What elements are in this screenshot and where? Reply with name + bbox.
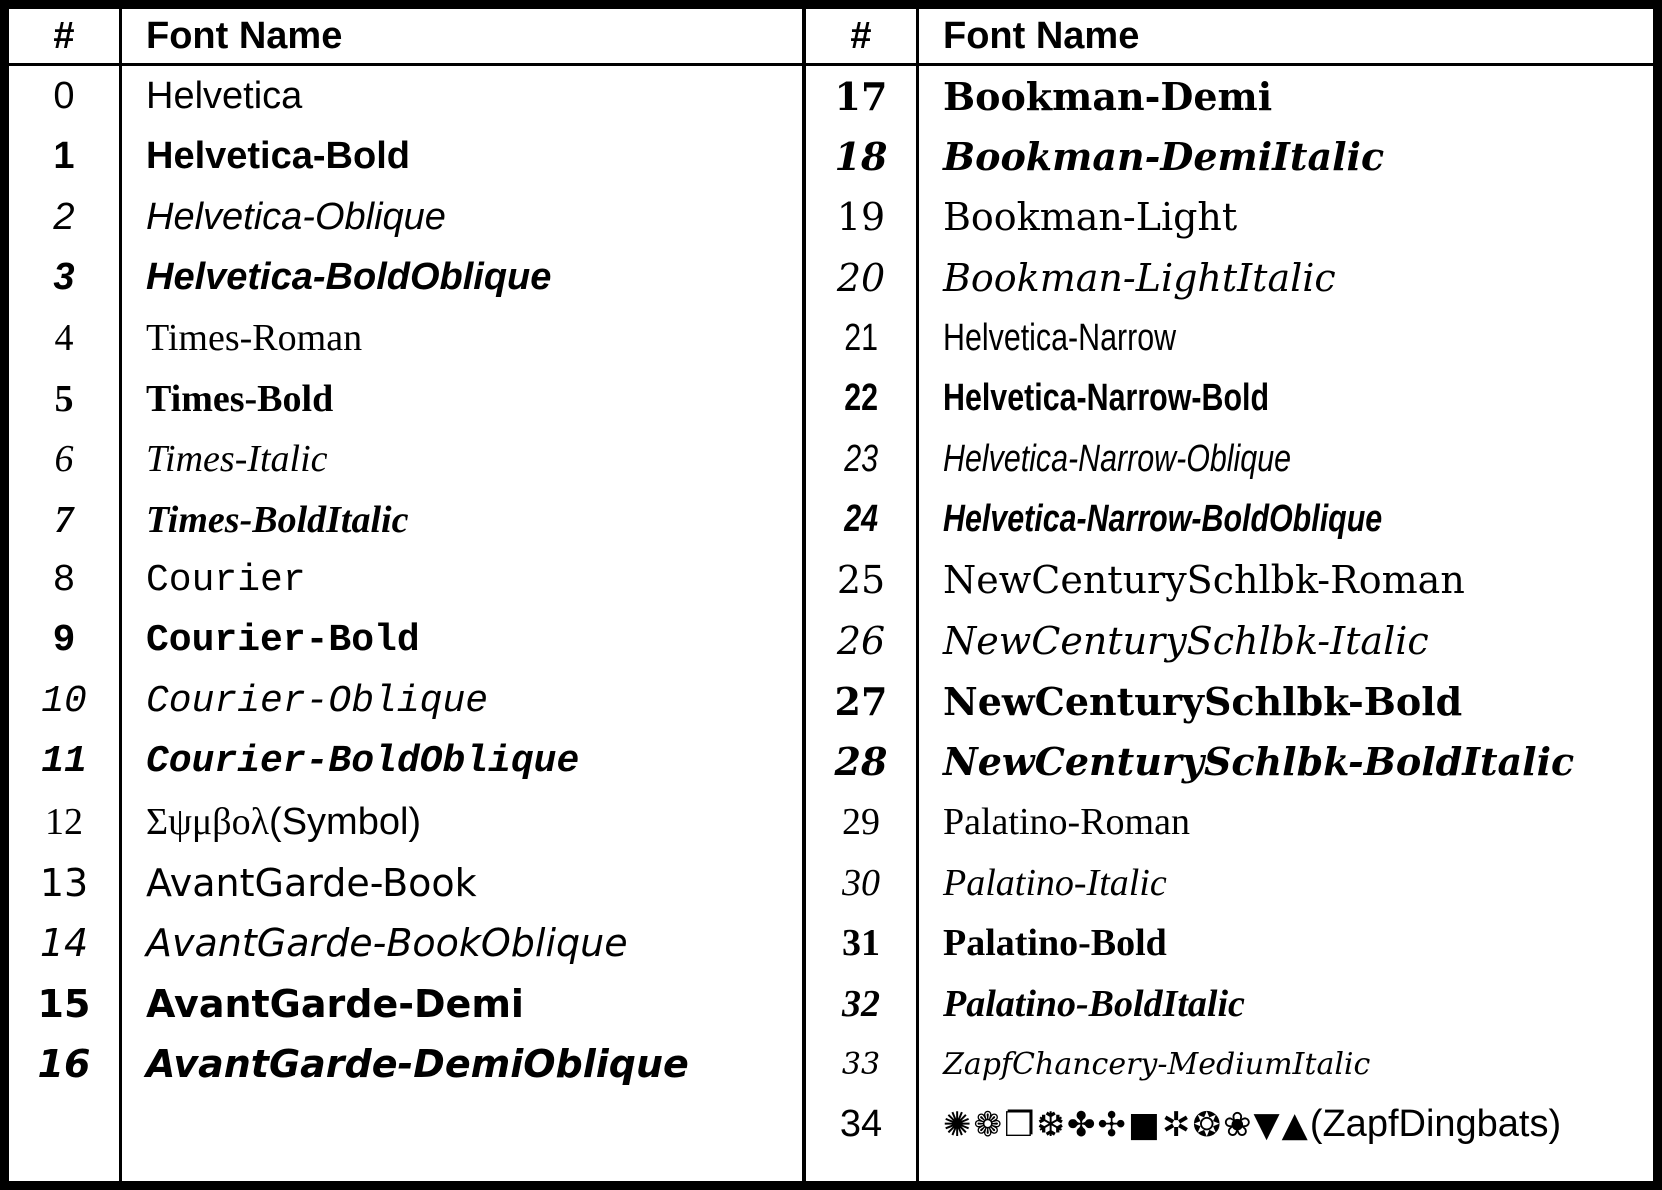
font-number: 22	[844, 377, 878, 420]
table-row	[9, 974, 802, 1035]
font-number: 34	[839, 1103, 883, 1146]
font-number: 20	[836, 255, 886, 300]
font-number: 6	[54, 438, 74, 481]
font-name-cell: NewCenturySchlbk-BoldItalic	[943, 739, 1575, 785]
font-number: 12	[45, 801, 83, 844]
font-number: 2	[53, 195, 75, 238]
table-row	[806, 308, 1653, 369]
table-row	[9, 248, 802, 309]
font-name-cell: NewCenturySchlbk-Bold	[943, 678, 1463, 724]
font-name-cell: ZapfChancery-MediumItalic	[943, 1046, 1371, 1082]
font-name-cell: Palatino-BoldItalic	[943, 982, 1245, 1025]
table-row	[9, 671, 802, 732]
table-row	[806, 187, 1653, 248]
font-name-cell: Times-Italic	[146, 438, 328, 481]
font-number: 14	[39, 921, 89, 966]
font-number: 28	[834, 739, 888, 785]
table-row	[806, 369, 1653, 430]
font-number: 18	[834, 134, 888, 180]
font-number: 30	[842, 861, 880, 904]
rows-right	[806, 66, 1653, 1155]
font-name-suffix: (ZapfDingbats)	[1309, 1103, 1562, 1146]
table-row	[806, 429, 1653, 490]
table-row	[806, 732, 1653, 793]
font-number: 32	[842, 982, 880, 1025]
font-name-cell: Times-BoldItalic	[146, 498, 409, 541]
font-number: 0	[53, 74, 75, 117]
font-name-cell: Times-Roman	[146, 317, 363, 360]
font-name-cell: AvantGarde-Book	[146, 860, 477, 905]
table-header	[806, 9, 1653, 66]
font-name-cell: Helvetica-Bold	[146, 135, 410, 178]
table-row	[806, 127, 1653, 188]
font-name-cell: Bookman-Light	[943, 195, 1238, 240]
font-name-cell: Helvetica-Narrow	[943, 316, 1177, 359]
table-row	[806, 550, 1653, 611]
table-row	[806, 490, 1653, 551]
font-name-cell: Courier-BoldOblique	[146, 740, 580, 784]
font-number: 17	[834, 73, 888, 119]
column-divider	[916, 9, 919, 1181]
font-name-cell: Courier	[146, 558, 306, 602]
table-row	[806, 1034, 1653, 1095]
font-number: 8	[52, 558, 76, 602]
font-name-cell: Helvetica	[146, 74, 303, 117]
font-number: 31	[842, 922, 880, 965]
font-number: 13	[39, 860, 89, 905]
font-name-cell: Σψμβολ (Symbol)	[146, 800, 422, 844]
font-name-cell: NewCenturySchlbk-Italic	[943, 618, 1429, 663]
font-name-cell: Bookman-Demi	[943, 73, 1273, 119]
table-row	[9, 853, 802, 914]
table-row	[9, 429, 802, 490]
font-number: 21	[844, 316, 878, 359]
font-name-cell: AvantGarde-BookOblique	[146, 921, 628, 966]
font-number: 25	[836, 558, 886, 603]
column-header-number: #	[53, 14, 75, 57]
column-divider	[119, 9, 122, 1181]
font-number: 27	[834, 678, 888, 724]
font-name-cell: Times-Bold	[146, 377, 334, 420]
table-row	[9, 490, 802, 551]
font-number: 15	[37, 981, 91, 1026]
font-name-cell: Bookman-DemiItalic	[943, 134, 1385, 180]
font-name-cell: NewCenturySchlbk-Roman	[943, 558, 1465, 603]
font-name-cell: Helvetica-Oblique	[146, 195, 446, 238]
font-name-cell: Bookman-LightItalic	[943, 255, 1336, 300]
table-row	[9, 308, 802, 369]
font-name-cell: Helvetica-Narrow-Oblique	[943, 437, 1292, 480]
font-number: 16	[37, 1042, 91, 1087]
table-row	[9, 127, 802, 188]
table-row	[9, 913, 802, 974]
table-row	[9, 66, 802, 127]
table-row	[9, 369, 802, 430]
font-number: 29	[842, 801, 880, 844]
font-table-left	[9, 9, 802, 1181]
font-number: 26	[836, 618, 886, 663]
table-row	[9, 187, 802, 248]
font-number: 3	[53, 256, 75, 299]
font-number: 11	[41, 740, 87, 784]
font-table-right	[802, 9, 1653, 1181]
rows-left	[9, 66, 802, 1095]
table-row	[806, 248, 1653, 309]
font-number: 1	[53, 135, 75, 178]
column-header-font-name: Font Name	[146, 14, 343, 57]
font-number: 9	[52, 619, 76, 663]
table-row	[806, 66, 1653, 127]
table-row	[9, 611, 802, 672]
table-row	[9, 1034, 802, 1095]
font-number: 19	[836, 195, 886, 240]
font-name-cell: ✺❁❐❆✤✣■✲❂❀▼▲ (ZapfDingbats)	[943, 1103, 1562, 1146]
font-name-cell: Helvetica-Narrow-Bold	[943, 377, 1270, 420]
font-number: 23	[844, 437, 878, 480]
table-row	[806, 974, 1653, 1035]
table-row	[806, 853, 1653, 914]
font-name-cell: Helvetica-Narrow-BoldOblique	[943, 498, 1383, 541]
font-number: 24	[844, 498, 878, 541]
font-number: 10	[41, 679, 87, 723]
font-number: 5	[54, 377, 74, 420]
table-row	[806, 792, 1653, 853]
font-name-cell: Palatino-Roman	[943, 801, 1190, 844]
font-number: 4	[54, 317, 74, 360]
column-header-number: #	[850, 14, 872, 57]
font-name-cell: AvantGarde-Demi	[146, 981, 524, 1026]
font-name-cell: Courier-Oblique	[146, 679, 489, 723]
font-name-cell: AvantGarde-DemiOblique	[146, 1042, 689, 1087]
table-header	[9, 9, 802, 66]
table-row	[9, 550, 802, 611]
table-row	[806, 671, 1653, 732]
font-name-cell: Palatino-Italic	[943, 861, 1167, 904]
font-name-cell: Courier-Bold	[146, 619, 420, 663]
table-row	[806, 611, 1653, 672]
font-number: 7	[54, 498, 74, 541]
table-row	[806, 1095, 1653, 1156]
column-header-font-name: Font Name	[943, 14, 1140, 57]
font-number: 33	[841, 1046, 881, 1082]
table-row	[9, 792, 802, 853]
font-name-suffix: (Symbol)	[269, 800, 422, 843]
font-name-cell: Helvetica-BoldOblique	[146, 256, 552, 299]
table-row	[9, 732, 802, 793]
font-name-cell: Palatino-Bold	[943, 922, 1167, 965]
table-row	[806, 913, 1653, 974]
